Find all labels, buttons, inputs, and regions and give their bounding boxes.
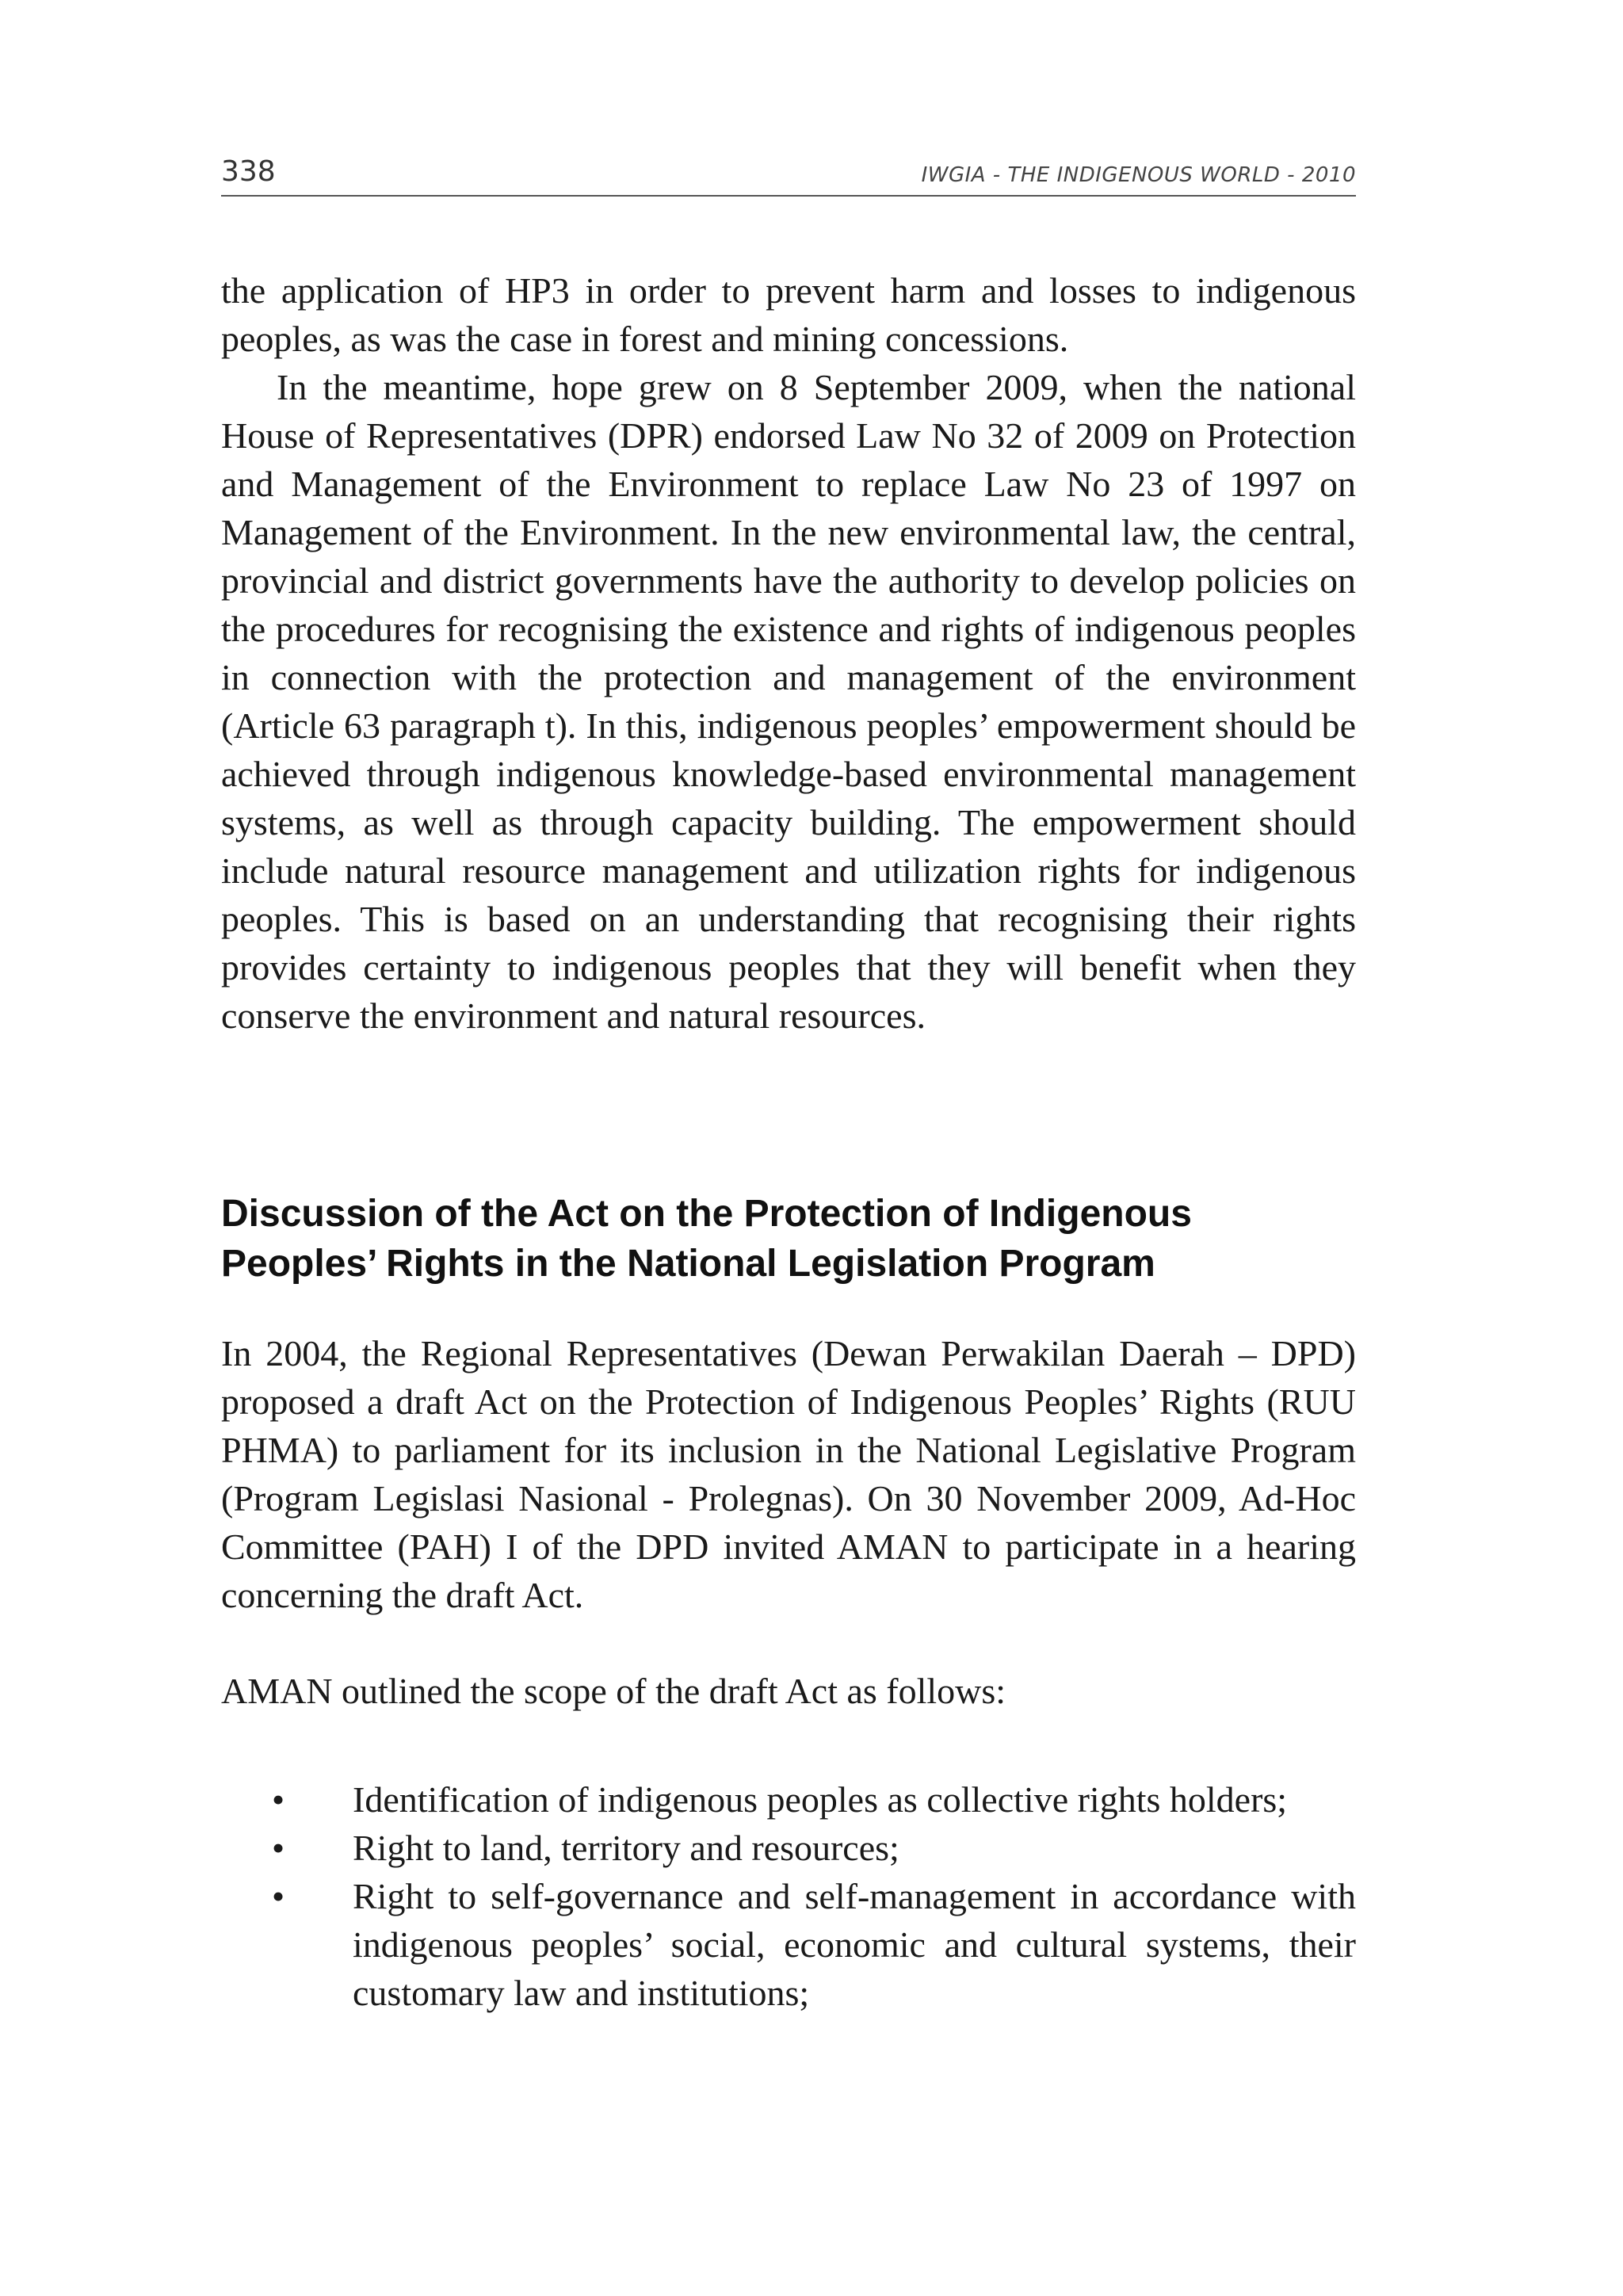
list-item bbox=[221, 1775, 1356, 1824]
list-item-text: Right to land, territory and resources; bbox=[353, 1828, 899, 1868]
page-header bbox=[221, 155, 1356, 197]
list-item bbox=[221, 1824, 1356, 1872]
paragraph-continuation: the application of HP3 in order to prevent harm and losses to indigenous peoples, as was the case in forest and mining concessions. bbox=[221, 270, 1356, 359]
running-head: IWGIA - THE INDIGENOUS WORLD - 2010 bbox=[921, 163, 1356, 187]
list-item-text: Right to self-governance and self-management in accordance with indigenous peoples’ social, economic and cultural systems, their customary law and institutions; bbox=[353, 1876, 1356, 2013]
paragraph-draft-act: In 2004, the Regional Representatives (Dewan Perwakilan Daerah – DPD) proposed a draft Act on the Protection of Indigenous Peoples’ Rights (RUU PHMA) to parliament for its inclusion in the National Legislative Program (Program Legislasi Nasional - Prolegnas). On 30 November 2009, Ad-Hoc Committee (PAH) I of the DPD invited AMAN to participate in a hearing concerning the draft Act. bbox=[221, 1333, 1356, 1615]
bullet-icon: • bbox=[272, 1828, 285, 1868]
bullet-icon: • bbox=[272, 1779, 285, 1820]
section-heading bbox=[221, 1189, 1356, 1289]
list-item bbox=[221, 1872, 1356, 2017]
list-item-text: Identification of indigenous peoples as collective rights holders; bbox=[353, 1779, 1288, 1820]
section-heading-line-1: Discussion of the Act on the Protection of Indigenous bbox=[221, 1193, 1192, 1235]
paragraph-scope-intro: AMAN outlined the scope of the draft Act as follows: bbox=[221, 1671, 1006, 1711]
bullet-icon: • bbox=[272, 1876, 285, 1916]
paragraph-environment-law: In the meantime, hope grew on 8 September 2009, when the national House of Representatives (DPR) endorsed Law No 32 of 2009 on Protection and Management of the Environment to replace Law No 23 of 1997 on Management of the Environment. In the new environmental law, the central, provincial and district governments have the authority to develop policies on the procedures for recognising the existence and rights of indigenous peoples in connection with the protection and management of the environment (Article 63 paragraph t). In this, indigenous peoples’ empowerment should be achieved through indigenous knowledge-based environmental management systems, as well as through capacity building. The empowerment should include natural resource management and utilization rights for indigenous peoples. This is based on an understanding that recognising their rights provides certainty to indigenous peoples that they will benefit when they conserve the environment and natural resources. bbox=[221, 367, 1356, 1036]
section-heading-line-2: Peoples’ Rights in the National Legislation Program bbox=[221, 1243, 1155, 1285]
scope-bullet-list bbox=[221, 1775, 1356, 2017]
page-number: 338 bbox=[221, 155, 276, 188]
